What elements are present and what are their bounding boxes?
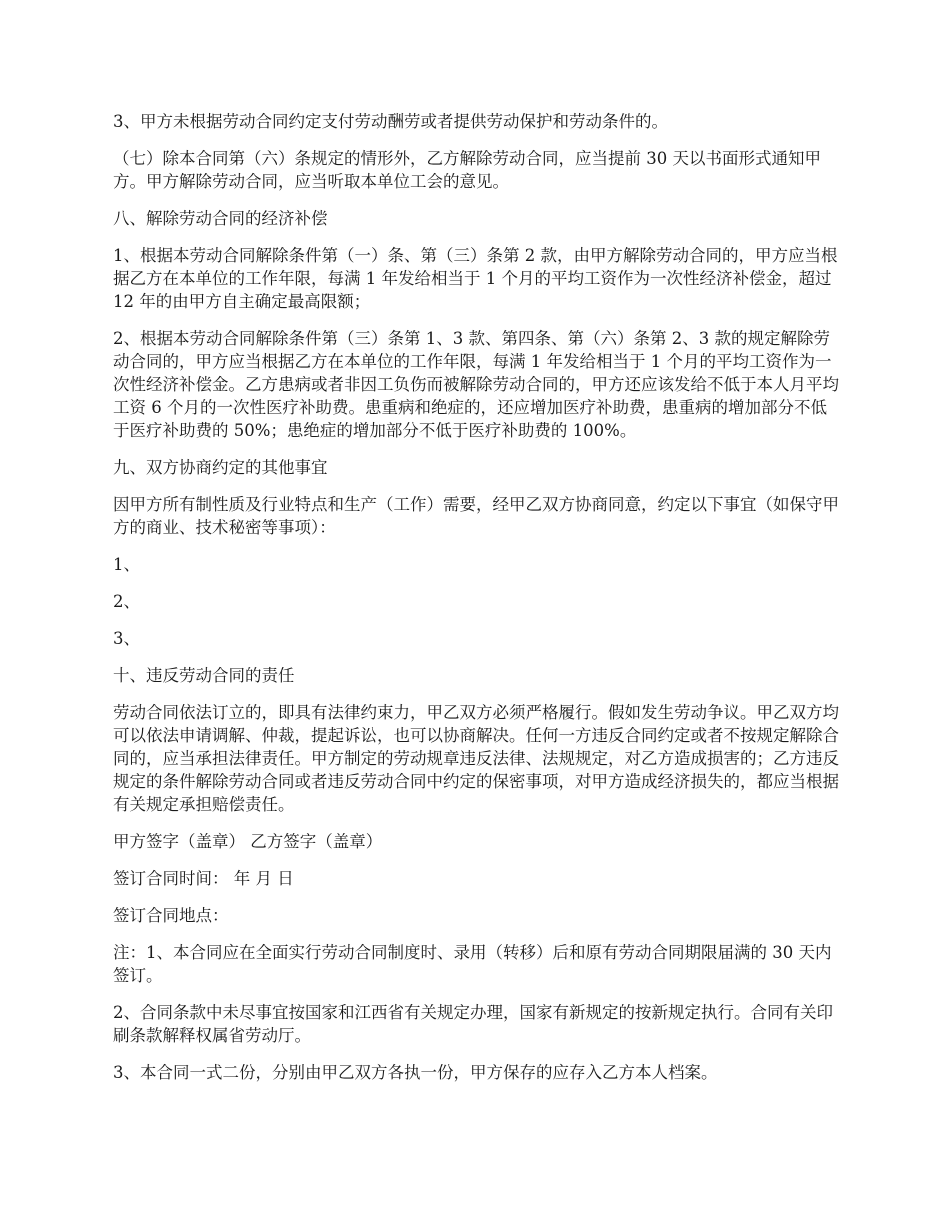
other-matters-intro: 因甲方所有制性质及行业特点和生产（工作）需要，经甲乙双方协商同意，约定以下事宜（如保守甲方的商业、技术秘密等事项）： [113,495,839,537]
compensation-item-1: 1、根据本劳动合同解除条件第（一）条、第（三）条第 2 款，由甲方解除劳动合同的，甲方应当根据乙方在本单位的工作年限，每满 1 年发给相当于 1 个月的平均工资作为一次性经济补偿金，超过 12 年的由甲方自主确定最高限额； [113,246,838,311]
other-matters-item-2: 2、 [113,592,140,611]
note-item-3: 3、本合同一式二份，分别由甲乙双方各执一份，甲方保存的应存入乙方本人档案。 [113,1063,718,1082]
section-heading-compensation: 八、解除劳动合同的经济补偿 [113,209,328,228]
liability-text: 劳动合同依法订立的，即具有法律约束力，甲乙双方必须严格履行。假如发生劳动争议。甲乙双方均可以依法申请调解、仲裁，提起诉讼，也可以协商解决。任何一方违反合同约定或者不按规定解除合同的，应当承担法律责任。甲方制定的劳动规章违反法律、法规规定，对乙方造成损害的；乙方违反规定的条件解除劳动合同或者违反劳动合同中约定的保密事项，对甲方造成经济损失的，都应当根据有关规定承担赔偿责任。 [113,703,839,814]
other-matters-item-1: 1、 [113,555,140,574]
section-heading-other-matters: 九、双方协商约定的其他事宜 [113,458,328,477]
signing-date-line: 签订合同时间： 年 月 日 [113,869,294,888]
clause-seven-notice: （七）除本合同第（六）条规定的情形外，乙方解除劳动合同，应当提前 30 天以书面形式通知甲方。甲方解除劳动合同，应当听取本单位工会的意见。 [113,149,821,191]
compensation-item-2: 2、根据本劳动合同解除条件第（三）条第 1、3 款、第四条、第（六）条第 2、3 款的规定解除劳动合同的，甲方应当根据乙方在本单位的工作年限，每满 1 年发给相当于 1 个月的平均工资作为一次性经济补偿金。乙方患病或者非因工负伤而被解除劳动合同的，甲方还应该发给不低于本人月平均工资 6 个月的一次性医疗补助费。患重病和绝症的，还应增加医疗补助费，患重病的增加部分不低于医疗补助费的 50%；患绝症的增加部分不低于医疗补助费的 100%。 [113,329,839,440]
clause-item-3-payment: 3、甲方未根据劳动合同约定支付劳动酬劳或者提供劳动保护和劳动条件的。 [113,112,668,131]
note-item-1: 注：1、本合同应在全面实行劳动合同制度时、录用（转移）后和原有劳动合同期限届满的 30 天内签订。 [113,943,832,985]
signing-place-line: 签订合同地点： [113,906,229,925]
document-body [113,110,843,1098]
signature-line: 甲方签字（盖章） 乙方签字（盖章） [113,832,383,851]
section-heading-liability: 十、违反劳动合同的责任 [113,666,295,685]
note-item-2: 2、合同条款中未尽事宜按国家和江西省有关规定办理，国家有新规定的按新规定执行。合同有关印刷条款解释权属省劳动厅。 [113,1003,833,1045]
other-matters-item-3: 3、 [113,629,140,648]
